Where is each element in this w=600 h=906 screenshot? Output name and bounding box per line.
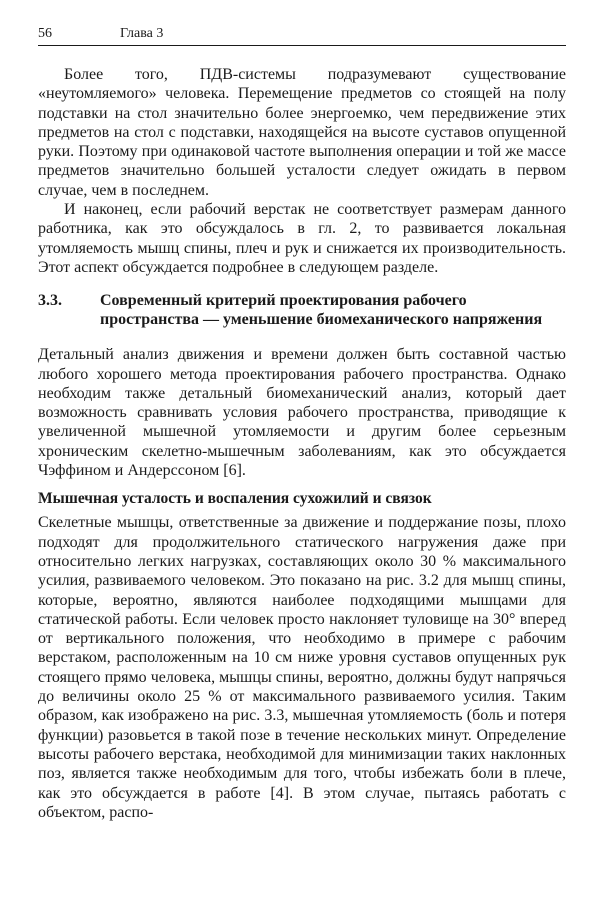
page: [38, 26, 566, 822]
chapter-label: Глава 3: [120, 26, 164, 41]
section-title: Современный критерий проектирования рабочего пространства — уменьшение биомеханического напряжения: [100, 292, 543, 329]
subsection-heading: Мышечная усталость и воспаления сухожилий и связок: [38, 490, 432, 508]
paragraph-pdv-systems: Более того, ПДВ-системы подразумевают существование «неутомляемого» человека. Перемещение предметов со стоящей на полу подставки на стол значительно более энергоемко, чем передвижение этих предметов на стол с подставки, находящейся на высоте суставов опущенной руки. Поэтому при одинаковой частоте выполнения операции и той же массе предметов значительно большей усталости следует ожидать в первом случае, чем в последнем.: [38, 66, 566, 199]
paragraph-workbench-fit: И наконец, если рабочий верстак не соответствует размерам данного работника, как это обсуждалось в гл. 2, то развивается локальная утомляемость мышц спины, плеч и рук и снижается их производительность. Этот аспект обсуждается подробнее в следующем разделе.: [38, 201, 566, 276]
page-number: 56: [38, 26, 52, 41]
paragraph-biomechanical-analysis: Детальный анализ движения и времени должен быть составной частью любого хорошего метода проектирования рабочего пространства. Однако необходим также детальный биомеханический анализ, который дает возможность сравнивать условия рабочего пространства, приводящие к увеличенной мышечной утомляемости и другим более серьезным хроническим скелетно-мышечным заболеваниям, как это обсуждается Чэффином и Андерссоном [6].: [38, 346, 566, 480]
paragraph-skeletal-muscles: Скелетные мышцы, ответственные за движение и поддержание позы, плохо подходят для продолжительного статического нагружения даже при относительно легких нагрузках, составляющих около 30 % максимального усилия, развиваемого человеком. Это показано на рис. 3.2 для мышц спины, которые, вероятно, являются наиболее подходящими мышцами для статической работы. Если человек просто наклоняет туловище на 30° вперед от вертикального положения, что необходимо в примере с рабочим верстаком, расположенным на 10 см ниже уровня суставов опущенных рук стоящего прямо человека, мышцы спины, вероятно, должны будут напрячься до величины около 25 % от максимального развиваемого усилия. Таким образом, как изображено на рис. 3.3, мышечная утомляемость (боль и потеря функции) разовьется в такой позе в течение нескольких минут. Определение высоты рабочего верстака, необходимой для минимизации таких наклонных поз, является также необходимым для того, чтобы избежать боли в плече, как это обсуждается в работе [4]. В этом случае, пытаясь работать с объектом, распо-: [38, 514, 566, 821]
running-header: [38, 26, 566, 46]
section-number: 3.3.: [38, 292, 62, 310]
section-heading: [38, 291, 566, 329]
